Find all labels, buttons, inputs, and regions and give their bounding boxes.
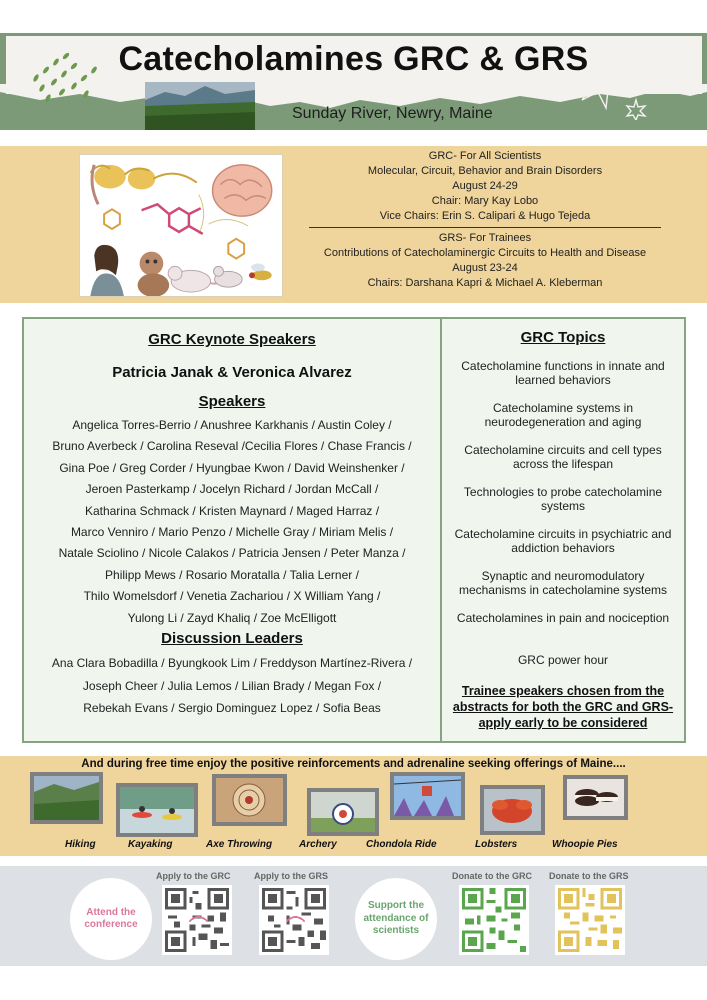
donate-grc-label: Donate to the GRC: [452, 871, 532, 881]
activities-band: [0, 756, 707, 856]
qr-code-icon: [165, 888, 229, 952]
grc-chair: Chair: Mary Kay Lobo: [431, 195, 539, 207]
topics-column: [442, 319, 684, 741]
speakers-heading: Speakers: [198, 393, 266, 410]
meeting-details: [300, 149, 670, 291]
topic-item: Synaptic and neuromodulatory mechanisms in catecholamine systems: [458, 569, 668, 597]
activity-label-axe-throwing: Axe Throwing: [206, 839, 273, 850]
mountain-landscape-photo: [145, 82, 255, 130]
apply-grs-qr-code[interactable]: [259, 885, 329, 955]
archery-photo: [307, 788, 379, 836]
kayaking-photo: [116, 783, 198, 837]
donate-grs-qr-code[interactable]: [555, 885, 625, 955]
topics-heading: GRC Topics: [520, 329, 606, 346]
page-title: Catecholamines GRC & GRS: [118, 40, 589, 78]
grc-line2: Molecular, Circuit, Behavior and Brain Disorders: [367, 165, 603, 177]
science-illustration: [79, 154, 283, 297]
keynote-names: Patricia Janak & Veronica Alvarez: [112, 364, 352, 381]
qr-code-icon: [558, 888, 622, 952]
speaker-line: Katharina Schmack / Kristen Maynard / Maged Harraz /: [84, 503, 380, 518]
attend-badge: [70, 878, 152, 960]
discussion-heading: Discussion Leaders: [161, 630, 303, 647]
qr-code-icon: [462, 888, 526, 952]
speaker-line: Bruno Averbeck / Carolina Reseval /Cecilia Flores / Chase Francis /: [52, 439, 412, 454]
trainee-note: Trainee speakers chosen from the abstracts for both the GRC and GRS- apply early to be considered: [452, 684, 674, 730]
activity-label-archery: Archery: [299, 839, 337, 850]
speaker-line: Gina Poe / Greg Corder / Hyungbae Kwon / David Weinshenker /: [59, 460, 405, 475]
speaker-line: Yulong Li / Zayd Khaliq / Zoe McElligott: [127, 610, 337, 625]
hiking-photo: [30, 772, 103, 824]
discussion-line: Ana Clara Bobadilla / Byungkook Lim / Freddyson Martínez-Rivera /: [51, 656, 413, 670]
activities-heading: And during free time enjoy the positive reinforcements and adrenaline seeking offerings of Maine....: [81, 758, 626, 770]
discussion-line: Joseph Cheer / Julia Lemos / Lilian Brady / Megan Fox /: [82, 678, 382, 693]
program-panel: [22, 317, 686, 743]
support-badge: [355, 878, 437, 960]
topic-item: Catecholamine circuits in psychiatric and addiction behaviors: [454, 527, 672, 555]
starburst-decoration-icon: [570, 48, 685, 120]
topic-item: Catecholamines in pain and nociception: [456, 611, 670, 625]
activity-label-chondola-ride: Chondola Ride: [366, 839, 437, 850]
grs-line2: Contributions of Catecholaminergic Circuits to Health and Disease: [323, 247, 647, 259]
qr-code-icon: [262, 888, 326, 952]
speaker-line: Thilo Womelsdorf / Venetia Zachariou / X William Yang /: [83, 589, 381, 604]
keynote-heading: GRC Keynote Speakers: [148, 331, 316, 348]
apply-grc-qr-code[interactable]: [162, 885, 232, 955]
apply-grs-label: Apply to the GRS: [254, 871, 328, 881]
activity-label-lobsters: Lobsters: [475, 839, 518, 850]
grc-vice-chairs: Vice Chairs: Erin S. Calipari & Hugo Tejeda: [379, 210, 591, 222]
donate-grs-label: Donate to the GRS: [549, 871, 629, 881]
activity-label-hiking: Hiking: [65, 839, 96, 850]
discussion-line: Rebekah Evans / Sergio Dominguez Lopez / Sofia Beas: [83, 701, 381, 715]
speaker-line: Natale Sciolino / Nicole Calakos / Patricia Jensen / Peter Manza /: [58, 546, 406, 561]
whoopie-pies-photo: [563, 775, 628, 820]
brain-molecule-animals-illustration-icon: [80, 155, 282, 296]
axe-throwing-photo: [212, 774, 287, 826]
speaker-list: [24, 415, 440, 629]
support-text: Support the attendance of scientists: [363, 900, 429, 937]
grs-dates: August 23-24: [452, 262, 518, 274]
topic-item: Catecholamine circuits and cell types across the lifespan: [464, 443, 662, 471]
topic-item: Catecholamine systems in neurodegeneration and aging: [484, 401, 642, 429]
speaker-line: Angelica Torres-Berrio / Anushree Karkhanis / Austin Coley /: [72, 418, 392, 432]
grs-chairs: Chairs: Darshana Kapri & Michael A. Kleberman: [367, 277, 603, 289]
activity-label-kayaking: Kayaking: [128, 839, 173, 850]
activity-label-whoopie-pies: Whoopie Pies: [552, 839, 618, 850]
lobsters-photo: [480, 785, 545, 835]
topic-item: Catecholamine functions in innate and learned behaviors: [461, 359, 665, 387]
donate-grc-qr-code[interactable]: [459, 885, 529, 955]
apply-grc-label: Apply to the GRC: [156, 871, 231, 881]
speaker-line: Jeroen Pasterkamp / Jocelyn Richard / Jordan McCall /: [85, 482, 379, 497]
speaker-line: Philipp Mews / Rosario Moratalla / Talia Lerner /: [105, 567, 359, 582]
grc-dates: August 24-29: [452, 180, 518, 192]
location-subtitle: Sunday River, Newry, Maine: [292, 105, 493, 122]
attend-text: Attend the conference: [84, 906, 138, 930]
grc-line1: GRC- For All Scientists: [428, 150, 542, 162]
chondola-ride-photo: [390, 772, 465, 820]
topic-item: Technologies to probe catecholamine systems: [463, 485, 663, 513]
topic-item: GRC power hour: [517, 653, 609, 667]
meetings-band: [0, 146, 707, 303]
footer: [0, 866, 707, 966]
header: [0, 0, 707, 132]
discussion-list: [24, 652, 440, 720]
grs-line1: GRS- For Trainees: [438, 232, 532, 244]
topics-list: [442, 359, 684, 695]
divider: [309, 227, 661, 228]
speakers-column: [24, 319, 440, 741]
speaker-line: Marco Venniro / Mario Penzo / Michelle Gray / Miriam Melis /: [70, 525, 394, 540]
